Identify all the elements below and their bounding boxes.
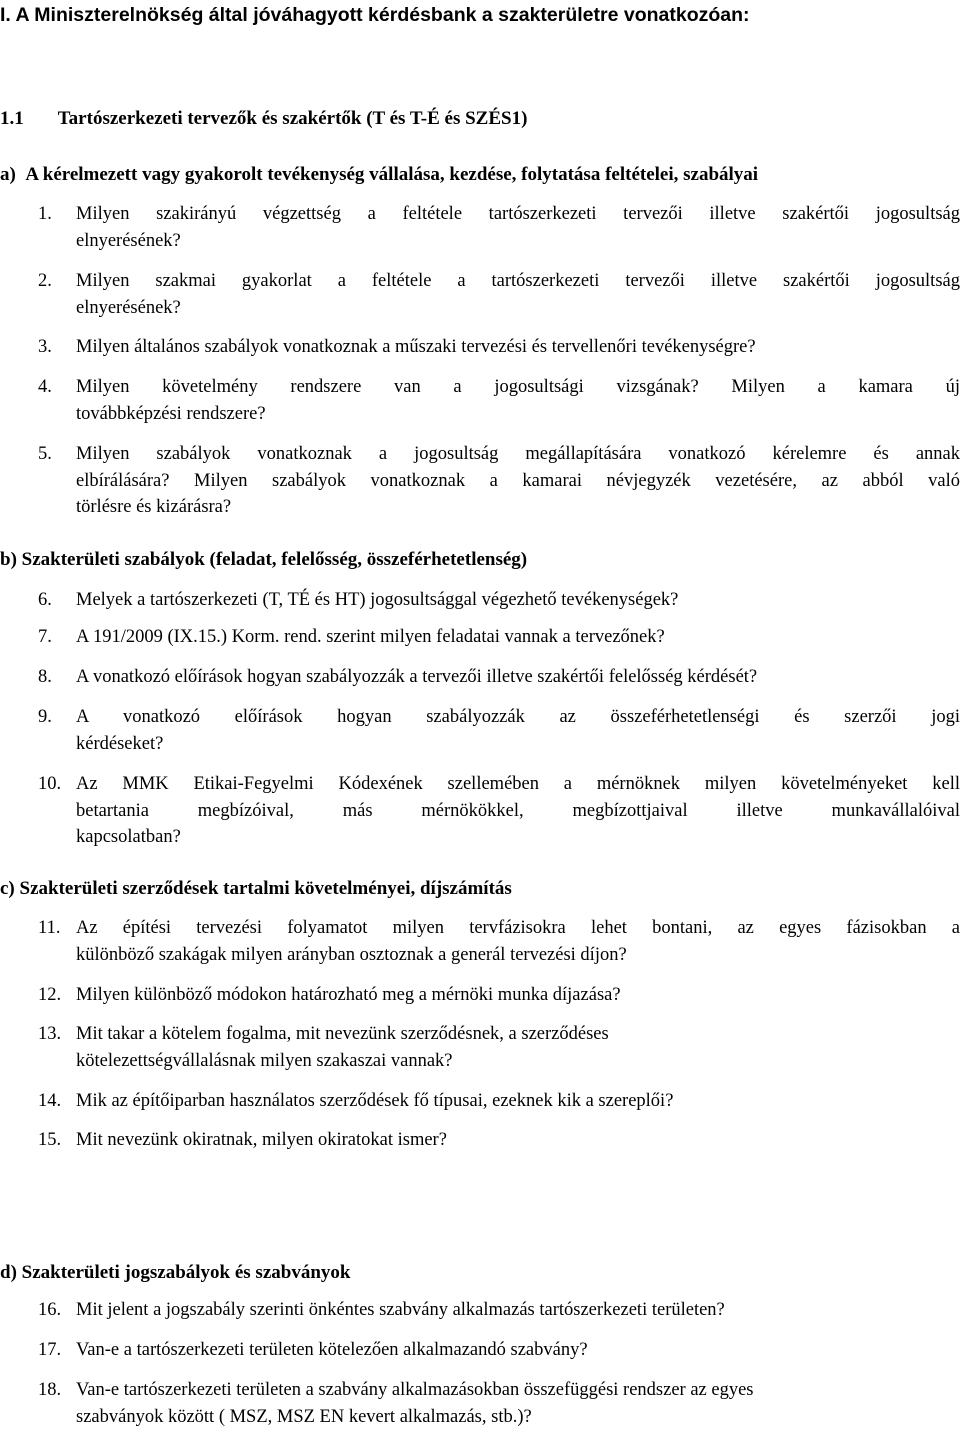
- question-line: Mit nevezünk okiratnak, milyen okiratokat ismer?: [76, 1130, 447, 1150]
- question-line: Milyen általános szabályok vonatkoznak a műszaki tervezési és tervellenőri tevékenységre?: [76, 337, 756, 357]
- question-line: Milyen szakirányú végzettség a feltétele tartószerkezeti tervezői illetve szakértői jogosultság: [76, 204, 960, 224]
- question-text: [76, 982, 960, 1009]
- question-item-15: [0, 1127, 960, 1154]
- question-number: 9.: [38, 707, 52, 727]
- subsection-heading: [0, 106, 527, 132]
- question-text: [76, 374, 960, 427]
- question-line: betartania megbízóival, más mérnökökkel, megbízottjaival illetve munkavállalóival: [76, 800, 960, 821]
- question-item-5: [0, 441, 960, 521]
- question-text: [76, 704, 960, 757]
- question-item-17: [0, 1337, 960, 1364]
- question-text: [76, 771, 960, 851]
- question-text: [76, 1088, 960, 1115]
- section-heading-c: c) Szakterületi szerződések tartalmi követelményei, díjszámítás: [0, 878, 512, 899]
- question-text: [76, 624, 960, 651]
- question-number: 12.: [38, 985, 62, 1005]
- question-line: kötelezettségvállalásnak milyen szakaszai vannak?: [76, 1050, 453, 1071]
- question-item-14: [0, 1088, 960, 1115]
- question-item-8: [0, 664, 960, 691]
- question-number: 7.: [38, 627, 52, 647]
- question-item-2: [0, 268, 960, 321]
- question-line: Az MMK Etikai-Fegyelmi Kódexének szellemében a mérnöknek milyen követelményeket kell: [76, 774, 960, 794]
- question-item-6: [0, 587, 960, 614]
- question-number: 8.: [38, 667, 52, 687]
- question-number: 17.: [38, 1340, 62, 1360]
- question-line: A vonatkozó előírások hogyan szabályozzák a tervezői illetve szakértői felelősség kérdését?: [76, 667, 758, 687]
- question-text: [76, 268, 960, 321]
- question-text: [76, 1377, 960, 1430]
- question-line: Melyek a tartószerkezeti (T, TÉ és HT) jogosultsággal végezhető tevékenységek?: [76, 590, 679, 610]
- subsection-number: 1.1: [0, 108, 24, 129]
- question-line: elnyerésének?: [76, 230, 181, 251]
- question-item-11: [0, 915, 960, 968]
- question-text: [76, 1021, 960, 1074]
- question-text: [76, 664, 960, 691]
- question-line: Van-e a tartószerkezeti területen kötelezően alkalmazandó szabvány?: [76, 1340, 588, 1360]
- question-line: Milyen követelmény rendszere van a jogosultsági vizsgának? Milyen a kamara új: [76, 377, 960, 397]
- question-number: 11.: [38, 918, 61, 938]
- question-number: 18.: [38, 1380, 62, 1400]
- question-line: kérdéseket?: [76, 733, 164, 754]
- question-item-7: [0, 624, 960, 651]
- document-title: I. A Miniszterelnökség által jóváhagyott kérdésbank a szakterületre vonatkozóan:: [0, 4, 750, 26]
- question-text: [76, 587, 960, 614]
- question-item-16: [0, 1297, 960, 1324]
- section-heading-d: d) Szakterületi jogszabályok és szabványok: [0, 1262, 351, 1283]
- question-item-12: [0, 982, 960, 1009]
- question-line: Mik az építőiparban használatos szerződések fő típusai, ezeknek kik a szereplői?: [76, 1091, 674, 1111]
- question-line: A vonatkozó előírások hogyan szabályozzák az összeférhetetlenségi és szerzői jogi: [76, 707, 960, 727]
- question-number: 13.: [38, 1024, 62, 1044]
- question-number: 16.: [38, 1300, 62, 1320]
- question-text: [76, 1337, 960, 1364]
- question-line: törlésre és kizárásra?: [76, 497, 232, 517]
- question-number: 6.: [38, 590, 52, 610]
- question-line: Mit jelent a jogszabály szerinti önkéntes szabvány alkalmazás tartószerkezeti területen?: [76, 1300, 725, 1320]
- question-line: Milyen szabályok vonatkoznak a jogosultság megállapítására vonatkozó kérelemre és annak: [76, 444, 960, 464]
- subsection-label: Tartószerkezeti tervezők és szakértők (T és T-É és SZÉS1): [57, 108, 528, 129]
- question-number: 2.: [38, 271, 52, 291]
- question-line: szabványok között ( MSZ, MSZ EN kevert alkalmazás, stb.)?: [76, 1406, 532, 1427]
- question-line: különböző szakágak milyen arányban osztoznak a generál tervezési díjon?: [76, 944, 627, 965]
- question-line: Milyen szakmai gyakorlat a feltétele a tartószerkezeti tervezői illetve szakértői jogosultság: [76, 271, 960, 291]
- section-heading-b: b) Szakterületi szabályok (feladat, felelősség, összeférhetetlenség): [0, 549, 528, 570]
- question-text: [76, 441, 960, 521]
- question-number: 5.: [38, 444, 52, 464]
- question-line: Van-e tartószerkezeti területen a szabvány alkalmazásokban összefüggési rendszer az egyes: [76, 1380, 754, 1400]
- question-line: elbírálására? Milyen szabályok vonatkoznak a kamarai névjegyzék vezetésére, az abból való: [76, 470, 960, 491]
- question-number: 15.: [38, 1130, 62, 1150]
- question-number: 3.: [38, 337, 52, 357]
- question-text: [76, 334, 960, 361]
- question-text: [76, 1127, 960, 1154]
- question-line: kapcsolatban?: [76, 827, 181, 847]
- question-line: Mit takar a kötelem fogalma, mit nevezünk szerződésnek, a szerződéses: [76, 1024, 609, 1044]
- question-number: 10.: [38, 774, 62, 794]
- question-item-1: [0, 201, 960, 254]
- question-number: 4.: [38, 377, 52, 397]
- question-text: [76, 1297, 960, 1324]
- question-item-4: [0, 374, 960, 427]
- question-item-18: [0, 1377, 960, 1430]
- question-text: [76, 915, 960, 968]
- question-line: elnyerésének?: [76, 297, 181, 318]
- question-text: [76, 201, 960, 254]
- question-item-13: [0, 1021, 960, 1074]
- question-number: 14.: [38, 1091, 62, 1111]
- question-item-9: [0, 704, 960, 757]
- question-item-3: [0, 334, 960, 361]
- question-line: A 191/2009 (IX.15.) Korm. rend. szerint milyen feladatai vannak a tervezőnek?: [76, 627, 665, 647]
- question-line: továbbképzési rendszere?: [76, 403, 266, 424]
- section-heading-a: a) A kérelmezett vagy gyakorolt tevékenység vállalása, kezdése, folytatása feltételei, szabályai: [0, 164, 759, 185]
- question-item-10: [0, 771, 960, 851]
- question-number: 1.: [38, 204, 52, 224]
- question-line: Milyen különböző módokon határozható meg a mérnöki munka díjazása?: [76, 985, 621, 1005]
- question-line: Az építési tervezési folyamatot milyen tervfázisokra lehet bontani, az egyes fázisokban a: [76, 918, 960, 938]
